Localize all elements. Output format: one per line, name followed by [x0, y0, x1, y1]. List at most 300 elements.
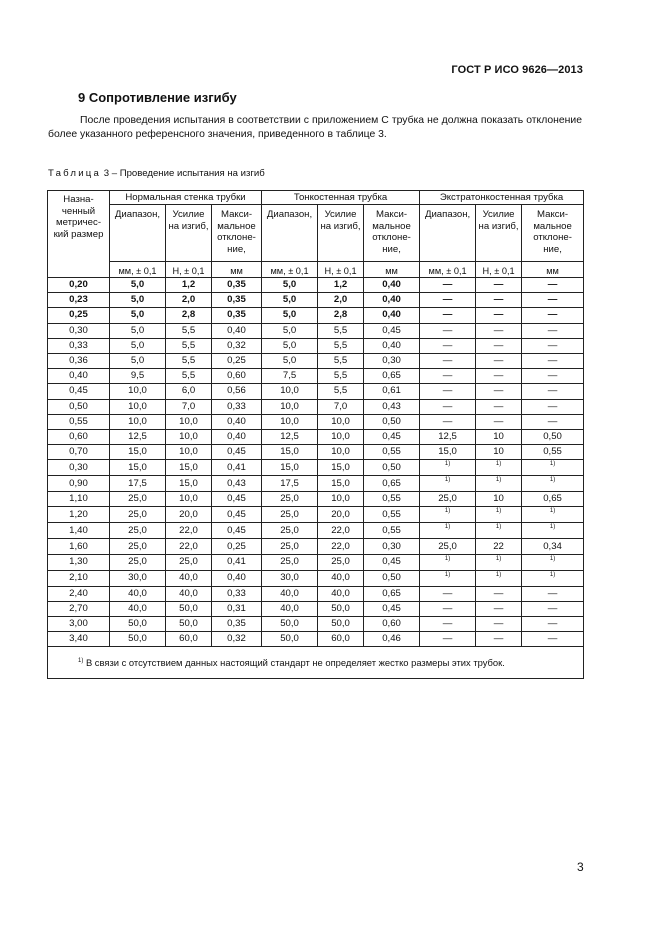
value-cell: 0,34 [522, 539, 584, 554]
value-cell: 10 [476, 429, 522, 444]
value-cell: 6,0 [166, 384, 212, 399]
value-cell: 5,5 [318, 323, 364, 338]
value-cell: 5,5 [318, 353, 364, 368]
value-cell: 50,0 [110, 632, 166, 647]
table-row [48, 429, 584, 444]
value-cell: 10,0 [318, 492, 364, 507]
footnote-reference: 1) [495, 571, 502, 578]
table-row [48, 507, 584, 523]
value-cell: 0,40 [212, 414, 262, 429]
footnote-reference: 1) [549, 555, 556, 562]
footnote-reference: 1) [444, 524, 451, 531]
value-cell: 0,25 [212, 353, 262, 368]
value-cell: 50,0 [318, 601, 364, 616]
table-row [48, 554, 584, 570]
value-cell: — [420, 632, 476, 647]
value-cell: — [522, 369, 584, 384]
value-cell: 5,0 [262, 338, 318, 353]
table-caption-word: Таблица [48, 168, 102, 179]
footnote-reference: 1) [495, 508, 502, 515]
value-cell: 5,0 [110, 308, 166, 323]
value-cell: 0,31 [212, 601, 262, 616]
value-cell [522, 507, 584, 523]
size-cell: 0,70 [48, 445, 110, 460]
value-cell: 0,32 [212, 338, 262, 353]
value-cell: 0,40 [212, 323, 262, 338]
value-cell: 5,0 [110, 338, 166, 353]
value-cell: 7,0 [166, 399, 212, 414]
footnote-reference: 1) [495, 477, 502, 484]
bending-test-table [47, 190, 584, 679]
value-cell: — [522, 323, 584, 338]
value-cell: 5,5 [318, 338, 364, 353]
value-cell [476, 523, 522, 539]
value-cell: 0,35 [212, 617, 262, 632]
table-row [48, 632, 584, 647]
value-cell: 12,5 [262, 429, 318, 444]
value-cell: — [420, 338, 476, 353]
value-cell: 5,5 [318, 369, 364, 384]
value-cell [420, 570, 476, 586]
value-cell: — [476, 338, 522, 353]
size-cell: 0,60 [48, 429, 110, 444]
value-cell [420, 523, 476, 539]
value-cell: 25,0 [420, 539, 476, 554]
value-cell: 5,0 [262, 293, 318, 308]
value-cell: 0,65 [364, 476, 420, 492]
value-cell: 10 [476, 492, 522, 507]
size-cell: 3,00 [48, 617, 110, 632]
value-cell: — [420, 323, 476, 338]
value-cell: 25,0 [110, 539, 166, 554]
table-row [48, 539, 584, 554]
value-cell: 2,8 [318, 308, 364, 323]
value-cell: 10,0 [318, 429, 364, 444]
value-cell: 5,5 [166, 369, 212, 384]
size-cell: 0,36 [48, 353, 110, 368]
value-cell: 0,25 [212, 539, 262, 554]
value-cell: — [476, 369, 522, 384]
size-cell: 2,70 [48, 601, 110, 616]
value-cell: — [476, 632, 522, 647]
value-cell: — [420, 601, 476, 616]
unit-header: мм [212, 262, 262, 278]
value-cell: 0,43 [364, 399, 420, 414]
size-cell: 1,60 [48, 539, 110, 554]
value-cell: 0,45 [212, 523, 262, 539]
value-cell: 7,0 [318, 399, 364, 414]
col-header-deviation: Макси-мальное отклоне-ние, [364, 205, 420, 262]
value-cell: 15,0 [318, 460, 364, 476]
value-cell: 25,0 [110, 492, 166, 507]
group-header-thin: Тонкостенная трубка [262, 191, 420, 205]
size-cell: 0,55 [48, 414, 110, 429]
table-row [48, 278, 584, 293]
value-cell: — [522, 308, 584, 323]
value-cell: 7,5 [262, 369, 318, 384]
value-cell: — [522, 293, 584, 308]
value-cell: 0,50 [522, 429, 584, 444]
size-cell: 1,10 [48, 492, 110, 507]
size-cell: 1,20 [48, 507, 110, 523]
value-cell: — [476, 353, 522, 368]
value-cell: 50,0 [166, 601, 212, 616]
value-cell: — [476, 399, 522, 414]
footnote-reference: 1) [495, 555, 502, 562]
table-body [48, 278, 584, 647]
value-cell: — [420, 293, 476, 308]
value-cell: 15,0 [262, 460, 318, 476]
table-row [48, 338, 584, 353]
value-cell: 40,0 [110, 586, 166, 601]
value-cell: 5,5 [318, 384, 364, 399]
value-cell: 0,33 [212, 586, 262, 601]
value-cell: 50,0 [262, 617, 318, 632]
value-cell: 15,0 [110, 445, 166, 460]
value-cell: 20,0 [318, 507, 364, 523]
value-cell: 25,0 [110, 507, 166, 523]
value-cell: 0,45 [212, 507, 262, 523]
footnote-reference: 1) [444, 508, 451, 515]
footnote-text: В связи с отсутствием данных настоящий стандарт не определяет жестко размеры этих трубок. [85, 657, 505, 669]
value-cell: 0,32 [212, 632, 262, 647]
value-cell: 0,40 [364, 338, 420, 353]
value-cell: 22,0 [318, 523, 364, 539]
value-cell [476, 570, 522, 586]
value-cell: 10,0 [262, 414, 318, 429]
table-header [48, 191, 584, 278]
value-cell: 1,2 [166, 278, 212, 293]
size-cell: 1,30 [48, 554, 110, 570]
value-cell: 10,0 [110, 399, 166, 414]
value-cell: 0,40 [212, 570, 262, 586]
value-cell: — [476, 278, 522, 293]
value-cell: — [420, 353, 476, 368]
value-cell: 25,0 [262, 492, 318, 507]
footnote-reference: 1) [549, 524, 556, 531]
section-title: 9 Сопротивление изгибу [78, 90, 237, 105]
value-cell: 0,55 [364, 445, 420, 460]
value-cell: 12,5 [420, 429, 476, 444]
value-cell: 0,45 [212, 492, 262, 507]
table-row [48, 601, 584, 616]
table-row [48, 586, 584, 601]
value-cell: 0,50 [364, 414, 420, 429]
col-header-force: Усилие на изгиб, [166, 205, 212, 262]
footnote-reference: 1) [549, 477, 556, 484]
value-cell: 25,0 [166, 554, 212, 570]
value-cell: 5,0 [262, 353, 318, 368]
value-cell: — [476, 586, 522, 601]
page-number: 3 [577, 860, 584, 874]
value-cell: 0,45 [364, 601, 420, 616]
value-cell: 40,0 [110, 601, 166, 616]
table-row [48, 445, 584, 460]
value-cell: 0,50 [364, 460, 420, 476]
value-cell: 0,65 [364, 586, 420, 601]
value-cell: 40,0 [318, 570, 364, 586]
value-cell: 0,30 [364, 353, 420, 368]
value-cell: 0,41 [212, 460, 262, 476]
table-footnote [48, 647, 584, 679]
value-cell: 0,56 [212, 384, 262, 399]
col-header-range: Диапазон, [420, 205, 476, 262]
value-cell: 0,43 [212, 476, 262, 492]
value-cell: 22,0 [318, 539, 364, 554]
value-cell: 30,0 [262, 570, 318, 586]
value-cell [420, 460, 476, 476]
table-row [48, 384, 584, 399]
value-cell: 60,0 [166, 632, 212, 647]
value-cell: 0,55 [522, 445, 584, 460]
value-cell: 60,0 [318, 632, 364, 647]
value-cell: 5,0 [262, 278, 318, 293]
value-cell: — [420, 617, 476, 632]
value-cell: — [522, 414, 584, 429]
value-cell: 0,50 [364, 570, 420, 586]
value-cell: 0,40 [212, 429, 262, 444]
col-header-deviation: Макси-мальное отклоне-ние, [522, 205, 584, 262]
value-cell: — [522, 278, 584, 293]
value-cell: 10,0 [262, 399, 318, 414]
table-row [48, 523, 584, 539]
value-cell: 40,0 [262, 601, 318, 616]
value-cell: 50,0 [110, 617, 166, 632]
value-cell: 15,0 [262, 445, 318, 460]
value-cell: 0,35 [212, 278, 262, 293]
value-cell: 0,35 [212, 308, 262, 323]
value-cell: 5,0 [262, 323, 318, 338]
value-cell: — [420, 586, 476, 601]
value-cell: 0,45 [364, 323, 420, 338]
value-cell: 0,65 [364, 369, 420, 384]
table-row [48, 369, 584, 384]
value-cell: — [476, 308, 522, 323]
footnote-reference: 1) [549, 461, 556, 468]
size-cell: 0,45 [48, 384, 110, 399]
value-cell: 40,0 [318, 586, 364, 601]
value-cell: — [522, 338, 584, 353]
value-cell: 25,0 [262, 507, 318, 523]
value-cell: — [522, 632, 584, 647]
value-cell: 40,0 [166, 586, 212, 601]
value-cell: 22,0 [166, 539, 212, 554]
value-cell: 25,0 [420, 492, 476, 507]
value-cell: 0,40 [364, 308, 420, 323]
table-row [48, 617, 584, 632]
value-cell: — [522, 586, 584, 601]
document-code: ГОСТ Р ИСО 9626—2013 [451, 64, 583, 76]
footnote-reference: 1) [444, 461, 451, 468]
value-cell: 5,0 [110, 323, 166, 338]
value-cell: 0,41 [212, 554, 262, 570]
value-cell: 5,0 [110, 278, 166, 293]
footnote-reference: 1) [549, 571, 556, 578]
value-cell: 0,61 [364, 384, 420, 399]
value-cell: 22 [476, 539, 522, 554]
value-cell: 30,0 [110, 570, 166, 586]
size-cell: 0,40 [48, 369, 110, 384]
col-header-deviation: Макси-мальное отклоне-ние, [212, 205, 262, 262]
value-cell: 40,0 [262, 586, 318, 601]
table-row [48, 460, 584, 476]
section-paragraph: После проведения испытания в соответствии с приложением С трубка не должна показать отклонение более указанного референсного значения, приведенного в таблице 3. [48, 115, 582, 140]
value-cell: 0,33 [212, 399, 262, 414]
group-header-normal: Нормальная стенка трубки [110, 191, 262, 205]
value-cell: 0,45 [212, 445, 262, 460]
value-cell: 5,0 [262, 308, 318, 323]
value-cell [420, 507, 476, 523]
value-cell: 50,0 [262, 632, 318, 647]
value-cell: 10,0 [166, 414, 212, 429]
size-cell: 0,20 [48, 278, 110, 293]
value-cell: 5,0 [110, 353, 166, 368]
value-cell: — [522, 353, 584, 368]
value-cell: — [420, 384, 476, 399]
value-cell [420, 476, 476, 492]
value-cell: — [476, 323, 522, 338]
unit-header: Н, ± 0,1 [318, 262, 364, 278]
col-header-force: Усилие на изгиб, [476, 205, 522, 262]
value-cell: 2,8 [166, 308, 212, 323]
value-cell: 15,0 [420, 445, 476, 460]
value-cell: 5,5 [166, 353, 212, 368]
value-cell: 9,5 [110, 369, 166, 384]
value-cell: 0,60 [364, 617, 420, 632]
value-cell: — [476, 384, 522, 399]
value-cell [476, 476, 522, 492]
value-cell: — [522, 399, 584, 414]
value-cell: — [420, 414, 476, 429]
value-cell [522, 554, 584, 570]
value-cell: — [476, 601, 522, 616]
value-cell [420, 554, 476, 570]
value-cell [522, 570, 584, 586]
footnote-reference: 1) [495, 524, 502, 531]
size-cell: 0,33 [48, 338, 110, 353]
unit-header: мм [522, 262, 584, 278]
unit-header: мм, ± 0,1 [262, 262, 318, 278]
footnote-reference: 1) [549, 508, 556, 515]
size-cell: 2,10 [48, 570, 110, 586]
value-cell: 0,55 [364, 507, 420, 523]
unit-header: мм, ± 0,1 [420, 262, 476, 278]
table-caption-text: 3 – Проведение испытания на изгиб [103, 168, 265, 179]
value-cell: 15,0 [166, 460, 212, 476]
value-cell: — [420, 278, 476, 293]
value-cell: 2,0 [318, 293, 364, 308]
value-cell [476, 507, 522, 523]
value-cell: 0,35 [212, 293, 262, 308]
size-cell: 2,40 [48, 586, 110, 601]
value-cell: 40,0 [166, 570, 212, 586]
value-cell: 22,0 [166, 523, 212, 539]
col-header-force: Усилие на изгиб, [318, 205, 364, 262]
unit-header: мм, ± 0,1 [110, 262, 166, 278]
value-cell: 0,46 [364, 632, 420, 647]
value-cell: 0,30 [364, 539, 420, 554]
value-cell [522, 476, 584, 492]
value-cell: 10,0 [166, 429, 212, 444]
col-header-range: Диапазон, [262, 205, 318, 262]
value-cell: 25,0 [110, 523, 166, 539]
value-cell: 10,0 [110, 414, 166, 429]
footnote-mark: 1) [78, 658, 84, 665]
value-cell: — [476, 293, 522, 308]
table-row [48, 476, 584, 492]
table-row [48, 308, 584, 323]
value-cell: 50,0 [166, 617, 212, 632]
value-cell: 10,0 [262, 384, 318, 399]
value-cell: 17,5 [110, 476, 166, 492]
value-cell: 15,0 [318, 476, 364, 492]
table-row [48, 492, 584, 507]
value-cell [476, 554, 522, 570]
value-cell: — [420, 399, 476, 414]
footnote-reference: 1) [495, 461, 502, 468]
value-cell: 0,40 [364, 293, 420, 308]
size-cell: 0,50 [48, 399, 110, 414]
value-cell: 10,0 [318, 445, 364, 460]
size-cell: 3,40 [48, 632, 110, 647]
value-cell [476, 460, 522, 476]
value-cell: 0,45 [364, 429, 420, 444]
value-cell: 17,5 [262, 476, 318, 492]
value-cell: 1,2 [318, 278, 364, 293]
unit-header: Н, ± 0,1 [476, 262, 522, 278]
value-cell: — [522, 617, 584, 632]
value-cell: — [522, 384, 584, 399]
value-cell: 15,0 [166, 476, 212, 492]
value-cell: 10,0 [318, 414, 364, 429]
value-cell: 10,0 [166, 492, 212, 507]
size-cell: 0,25 [48, 308, 110, 323]
size-cell: 0,90 [48, 476, 110, 492]
value-cell: 0,45 [364, 554, 420, 570]
size-cell: 1,40 [48, 523, 110, 539]
value-cell: 5,5 [166, 323, 212, 338]
table-row [48, 323, 584, 338]
value-cell: 15,0 [110, 460, 166, 476]
unit-header: мм [364, 262, 420, 278]
value-cell: 0,55 [364, 492, 420, 507]
value-cell: — [420, 308, 476, 323]
value-cell: 10,0 [110, 384, 166, 399]
col-header-range: Диапазон, [110, 205, 166, 262]
value-cell: — [476, 414, 522, 429]
value-cell [522, 460, 584, 476]
value-cell: — [476, 617, 522, 632]
value-cell [522, 523, 584, 539]
value-cell: 25,0 [262, 554, 318, 570]
value-cell: 25,0 [110, 554, 166, 570]
value-cell: — [522, 601, 584, 616]
value-cell: 25,0 [318, 554, 364, 570]
group-header-extra-thin: Экстратонкостенная трубка [420, 191, 584, 205]
value-cell: — [420, 369, 476, 384]
table-row [48, 399, 584, 414]
table-row [48, 293, 584, 308]
value-cell: 0,55 [364, 523, 420, 539]
size-cell: 0,30 [48, 323, 110, 338]
value-cell: 0,40 [364, 278, 420, 293]
footnote-reference: 1) [444, 477, 451, 484]
value-cell: 5,0 [110, 293, 166, 308]
footnote-reference: 1) [444, 571, 451, 578]
value-cell: 25,0 [262, 539, 318, 554]
value-cell: 10,0 [166, 445, 212, 460]
value-cell: 5,5 [166, 338, 212, 353]
